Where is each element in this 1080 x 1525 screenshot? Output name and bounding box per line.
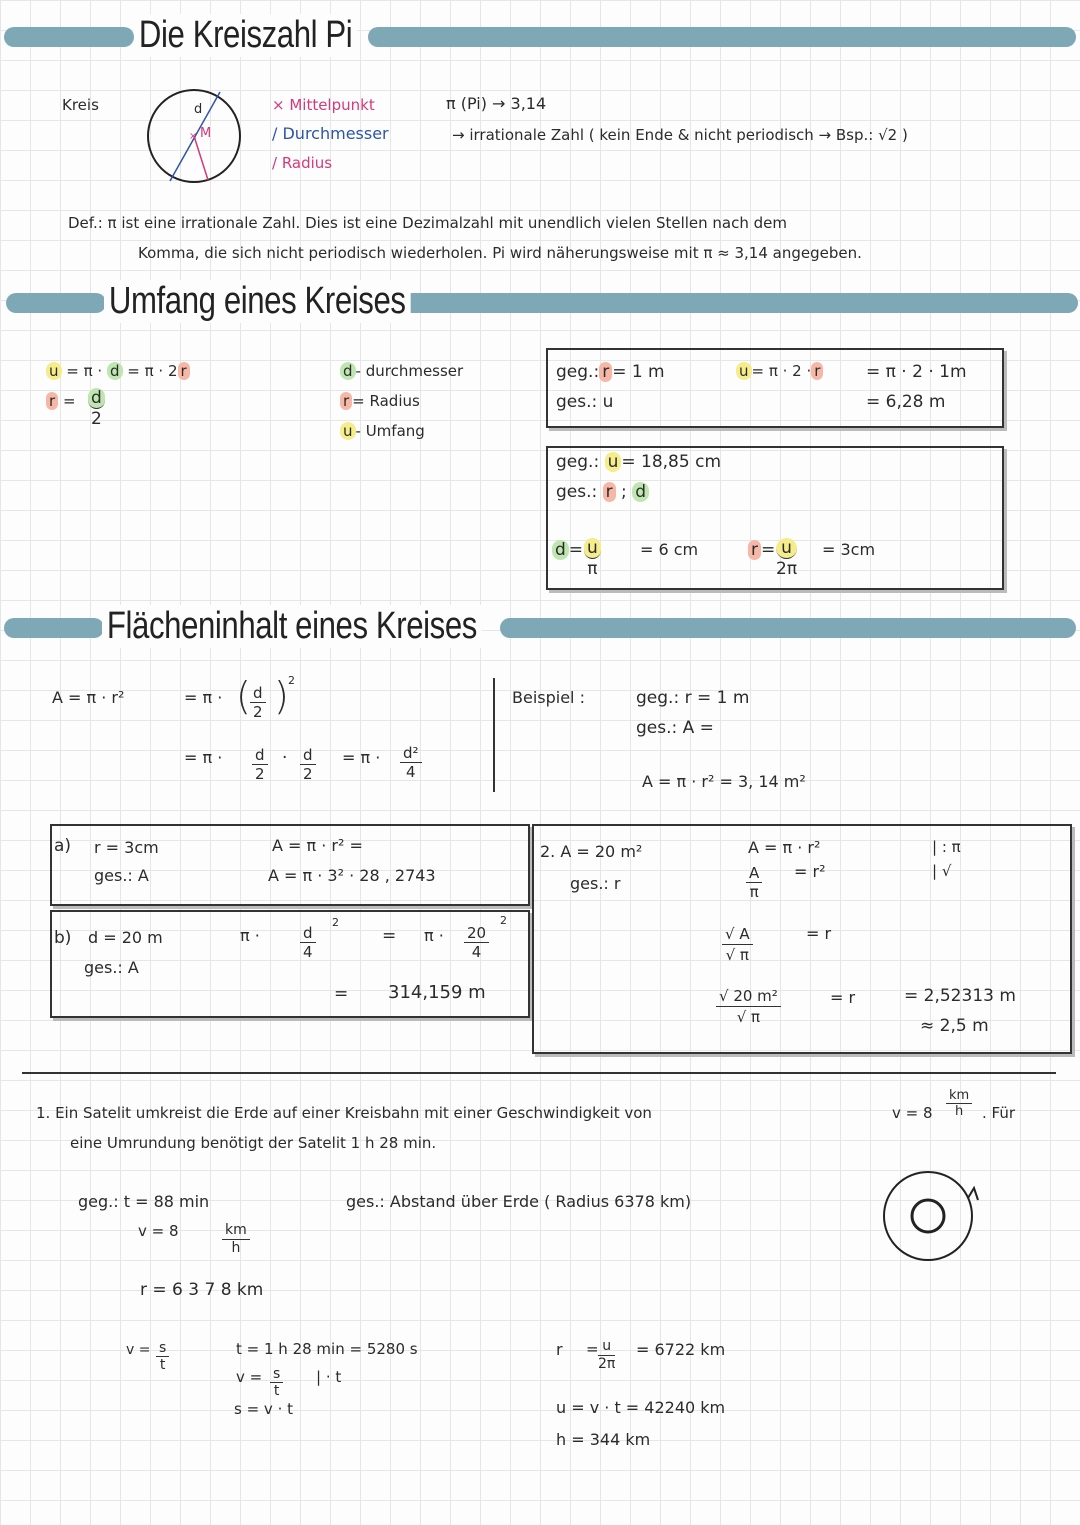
b-d: d = 20 m — [88, 928, 163, 947]
box2-ges-label: ges.: — [556, 482, 598, 502]
sat-r-fraction — [598, 1338, 615, 1373]
legend-radius: / Radius — [272, 154, 333, 172]
c-sqrt-a: √ A — [722, 924, 753, 945]
box2-frac-pi: π — [587, 559, 598, 579]
c-label: 2. A = 20 m² — [540, 842, 643, 861]
sat-v-unit — [946, 1088, 972, 1119]
legend-durchmesser: / Durchmesser — [272, 124, 389, 143]
c-sqrt-pi-2: √ π — [736, 1008, 761, 1026]
b-fraction-1 — [300, 924, 316, 961]
f-frac-2 — [300, 746, 316, 783]
c-result-1: = 2,52313 m — [904, 986, 1016, 1006]
sat-geg-v-bot: h — [231, 1240, 241, 1256]
box1-calc-text: = π · 2 · — [751, 362, 812, 380]
f-frac-1 — [252, 746, 268, 783]
box1-ges: ges.: u — [556, 392, 614, 412]
box2-d: d — [552, 540, 569, 560]
sat-v-s: s — [156, 1340, 169, 1357]
sat-s-line: s = v · t — [234, 1400, 293, 1418]
paren-open: ( — [236, 674, 251, 718]
box2-geg-val: = 18,85 cm — [621, 452, 722, 472]
b-eq-1: = — [382, 926, 397, 946]
box1-r2: r — [811, 362, 823, 380]
r-label-highlight: r — [46, 392, 58, 410]
definition-line-2: Komma, die sich nicht periodisch wiederholen. Pi wird näherungsweise mit π ≈ 3,14 angegeben. — [138, 244, 862, 262]
legend-u-hl: u — [340, 422, 356, 440]
box1-u: u — [736, 362, 752, 380]
umfang-heading: Umfang eines Kreises — [104, 280, 410, 323]
a-label: a) — [54, 836, 72, 856]
flaeche-bar-left — [4, 618, 104, 638]
r-frac-2: 2 — [90, 409, 102, 429]
box1-geg-val: = 1 m — [612, 362, 665, 382]
legend-u — [340, 422, 425, 440]
box1-res1: = π · 2 · 1m — [866, 362, 967, 382]
c-fraction — [746, 864, 762, 901]
b-frac2-20: 20 — [464, 924, 489, 943]
sat-fuer: . Für — [982, 1104, 1016, 1122]
a-ges: ges.: A — [94, 866, 149, 885]
b-label: b) — [54, 928, 72, 948]
flaeche-formula-1: A = π · r² — [52, 688, 125, 707]
umfang-bar-left — [6, 293, 106, 313]
sat-h-line: h = 344 km — [556, 1430, 651, 1449]
legend-d-hl: d — [340, 362, 356, 380]
b-square-1: 2 — [332, 916, 339, 929]
sat-r-line-res: = 6722 km — [636, 1340, 726, 1359]
box2-d-fraction — [584, 538, 601, 579]
box2-ges-r: r — [603, 482, 616, 502]
definition-line-1: Def.: π ist eine irrationale Zahl. Dies ist eine Dezimalzahl mit unendlich vielen Stellen nach dem — [68, 214, 787, 232]
beispiel-geg: geg.: r = 1 m — [636, 688, 750, 708]
legend-d — [340, 362, 463, 380]
sat-v-eq: v = — [126, 1342, 151, 1358]
flaeche-divider — [493, 678, 495, 792]
r-formula — [46, 392, 76, 410]
sat-v-line: v = — [236, 1368, 263, 1386]
sat-ges: ges.: Abstand über Erde ( Radius 6378 km) — [346, 1192, 692, 1211]
box2-r-res: = 3cm — [822, 540, 876, 559]
beispiel-label: Beispiel : — [512, 688, 585, 707]
legend-u-text: - Umfang — [355, 422, 425, 440]
earth-orbit-diagram — [876, 1164, 986, 1264]
a-calc-1: A = π · r² = — [272, 836, 363, 855]
b-pi-2: π · — [424, 926, 444, 945]
center-mark: × — [189, 131, 198, 142]
c-eq-r: = r — [806, 924, 832, 943]
u-eq2: = π · 2 — [127, 362, 178, 380]
box1-r: r — [599, 362, 612, 382]
c-eq-r2: = r² — [794, 862, 826, 881]
r-frac-d: d — [88, 388, 105, 409]
legend-r-hl: r — [340, 392, 352, 410]
orbit-arrow — [968, 1188, 978, 1200]
beispiel-result: A = π · r² = 3, 14 m² — [642, 772, 806, 791]
sat-v-line-fraction — [270, 1366, 283, 1399]
a-calc-2: A = π · 3² · 28 , 2743 — [268, 866, 436, 885]
box1-geg-label: geg.: — [556, 362, 600, 382]
flaeche-line2-start: = π · — [184, 748, 223, 767]
box2-geg-label: geg.: — [556, 452, 600, 472]
f-frac-2-2: 2 — [302, 765, 313, 783]
box2-d-eq — [552, 540, 583, 560]
sat-u-line: u = v · t = 42240 km — [556, 1398, 726, 1417]
earth-circle — [912, 1200, 944, 1232]
box2-d-eq-sign: = — [568, 540, 584, 560]
legend-r — [340, 392, 420, 410]
c-line-1: A = π · r² — [748, 838, 821, 857]
c-sqrt-fraction-1 — [722, 924, 753, 965]
r-highlight: r — [178, 362, 190, 380]
box2-ges: ges.: r ; d — [556, 482, 649, 502]
c-frac-a: A — [746, 864, 762, 883]
r-eq: = — [62, 392, 76, 410]
box2-r-eq — [748, 540, 775, 560]
c-ges: ges.: r — [570, 874, 621, 893]
sat-v-line-t: t — [273, 1383, 280, 1399]
b-result: 314,159 m — [388, 982, 486, 1003]
sat-v-unit-top: km — [946, 1088, 972, 1104]
f-frac-1-2: 2 — [254, 765, 265, 783]
sat-r-line: r — [556, 1340, 563, 1359]
kreis-label: Kreis — [62, 96, 99, 114]
b-fraction-2 — [464, 924, 489, 961]
sat-r-line-eq: = — [586, 1340, 599, 1358]
sat-v-text: v = 8 — [892, 1104, 933, 1122]
c-div: | : π — [932, 838, 961, 856]
legend-d-text: - durchmesser — [355, 362, 464, 380]
sat-v-line-s: s — [270, 1366, 283, 1383]
legend-mittelpunkt: × Mittelpunkt — [272, 96, 375, 114]
c-sqrt: | √ — [932, 862, 952, 880]
box2-r-eq-sign: = — [761, 540, 776, 560]
paren-frac-2: 2 — [252, 703, 263, 721]
u-highlight: u — [46, 362, 62, 380]
pi-line: π (Pi) → 3,14 — [446, 94, 547, 113]
box2-frac2-2pi: 2π — [776, 559, 798, 579]
box2-frac2-u: u — [776, 538, 797, 559]
b-frac-d: d — [300, 924, 316, 943]
flaeche-bar-right — [500, 618, 1076, 638]
sat-v-fraction — [156, 1340, 169, 1373]
sat-v-line-mult: | · t — [316, 1368, 342, 1386]
sat-geg-v: v = 8 — [138, 1222, 179, 1240]
d-highlight: d — [107, 362, 123, 380]
title-bar-left — [4, 27, 134, 47]
umfang-bar-right — [402, 293, 1078, 313]
sat-geg-v-unit — [222, 1222, 250, 1257]
box2-r: r — [748, 540, 761, 560]
diameter-letter: d — [194, 102, 203, 117]
b-frac-4: 4 — [302, 943, 313, 961]
c-sqrt-pi: √ π — [725, 946, 749, 964]
umfang-formula — [46, 362, 190, 380]
sat-r-frac-2pi: 2π — [598, 1356, 616, 1372]
box1-calc — [736, 362, 823, 380]
sat-geg-t: geg.: t = 88 min — [78, 1192, 210, 1211]
r-fraction — [88, 388, 105, 429]
b-square-2: 2 — [500, 914, 507, 927]
box2-ges-d: d — [632, 482, 649, 502]
box2-frac-u: u — [584, 538, 601, 559]
beispiel-ges: ges.: A = — [636, 718, 714, 738]
a-r: r = 3cm — [94, 838, 159, 857]
c-result-2: ≈ 2,5 m — [920, 1016, 989, 1036]
box2-geg — [556, 452, 721, 472]
radius-line — [194, 136, 208, 180]
flaeche-heading: Flächeninhalt eines Kreises — [102, 605, 482, 648]
orbit-circle — [884, 1172, 972, 1260]
f-frac-1-d: d — [252, 746, 268, 765]
u-eq: = π · — [66, 362, 103, 380]
box1-geg — [556, 362, 665, 382]
c-sqrt-fraction-2 — [716, 986, 781, 1027]
sat-r-frac-u: u — [598, 1338, 615, 1356]
f-frac-3-4: 4 — [406, 763, 416, 781]
page-title: Die Kreiszahl Pi — [134, 14, 357, 57]
section-divider — [22, 1072, 1056, 1074]
sat-t-line: t = 1 h 28 min = 5280 s — [236, 1340, 418, 1358]
flaeche-formula-2: = π · — [184, 688, 223, 707]
c-sqrt-20: √ 20 m² — [716, 986, 781, 1007]
c-frac-pi: π — [749, 883, 759, 901]
box2-r-fraction — [776, 538, 797, 579]
sat-line-1: 1. Ein Satelit umkreist die Erde auf einer Kreisbahn mit einer Geschwindigkeit von — [36, 1104, 652, 1122]
paren-fraction — [250, 684, 266, 721]
paren-square: 2 — [288, 674, 295, 687]
b-pi: π · — [240, 926, 260, 945]
sat-line-2: eine Umrundung benötigt der Satelit 1 h 28 min. — [70, 1134, 437, 1152]
f-frac-2-d: d — [300, 746, 316, 765]
b-ges: ges.: A — [84, 958, 139, 977]
paren-frac-d: d — [250, 684, 266, 703]
b-frac2-4: 4 — [471, 943, 482, 961]
title-bar-right — [368, 27, 1076, 47]
center-letter: M — [200, 126, 212, 141]
legend-r-text: = Radius — [352, 392, 420, 410]
sat-geg-v-top: km — [222, 1222, 250, 1240]
irrational-line: → irrationale Zahl ( kein Ende & nicht periodisch → Bsp.: √2 ) — [452, 126, 908, 144]
sat-v-t: t — [159, 1357, 166, 1373]
b-eq-2: = — [334, 984, 349, 1004]
f-dot: · — [282, 748, 288, 768]
box2-u: u — [605, 452, 622, 472]
box2-d-res: = 6 cm — [640, 540, 699, 559]
f-eq-pi: = π · — [342, 748, 381, 767]
f-frac-3 — [400, 744, 422, 781]
umfang-example-box-1 — [546, 348, 1004, 428]
box1-res2: = 6,28 m — [866, 392, 946, 412]
c-eq-r-3: = r — [830, 988, 856, 1007]
sat-v-unit-bot: h — [954, 1104, 964, 1119]
f-frac-3-d: d² — [400, 744, 422, 763]
paren-close: ) — [274, 674, 289, 718]
sat-r-val: r = 6 3 7 8 km — [140, 1280, 264, 1300]
